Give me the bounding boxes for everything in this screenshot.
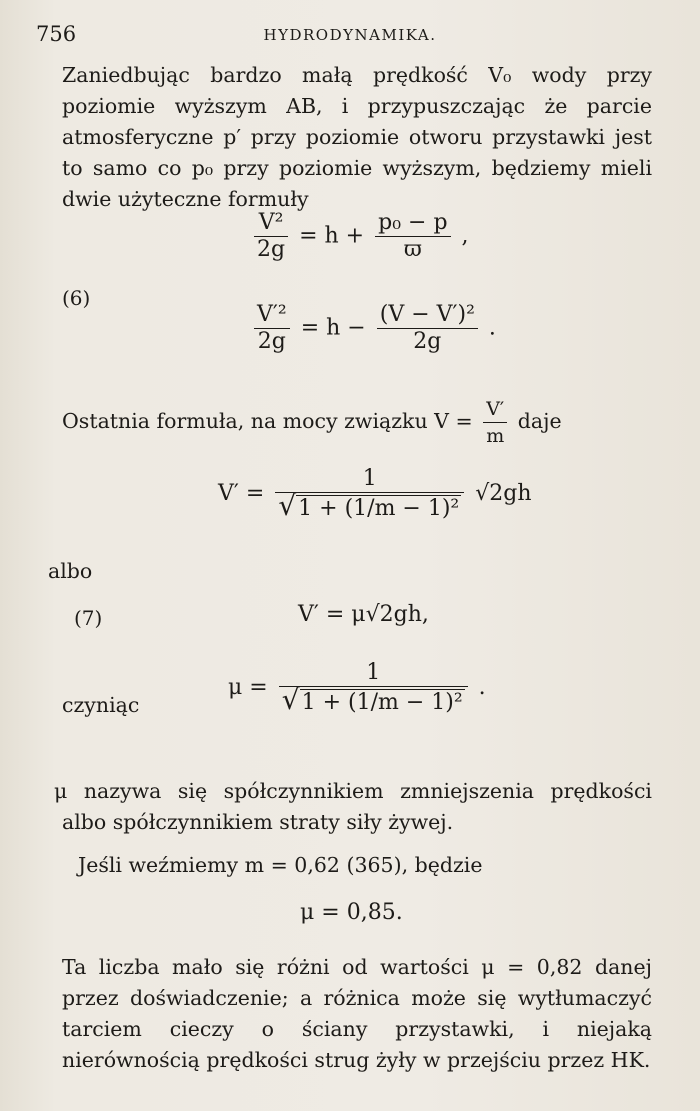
paragraph-5: Ta liczba mało się różni od wartości μ = 0,82 danej przez doświadczenie; a różnica może się wytłumaczyć tarciem cieczy o ściany przystawki, i niejaką nierównością prędkości strug żyły w przejściu przez HK. — [62, 955, 652, 1072]
text-czyniac: czyniąc — [62, 693, 140, 717]
paragraph-3: μ nazywa się spółczynnikiem zmniejszenia prędkości albo spółczynnikiem straty siły żywej. — [54, 779, 652, 834]
equation-mu: μ = $\frac{1}{\text{√1 + (1/m − 1)²}}$ . — [228, 660, 486, 716]
running-title: HYDRODYNAMIKA. — [263, 26, 437, 44]
equation-label-6: (6) — [62, 286, 91, 310]
eq1-rhs-fraction: $\frac{\text{p₀ − p}}{ϖ}$ — [375, 210, 450, 263]
paragraph-4: Jeśli weźmiemy m = 0,62 (365), będzie — [78, 853, 483, 877]
equation-result: μ = 0,85. — [300, 900, 403, 925]
eq-v-fraction: $\frac{1}{\text{√1 + (1/m − 1)²}}$ — [275, 466, 464, 522]
eq6-lhs-fraction: $\frac{\text{V′²}}{2g}$ — [254, 302, 290, 355]
paragraph-1: Zaniedbując bardzo małą prędkość V₀ wody przy poziomie wyższym AB, i przypuszczając że parcie atmosferyczne p′ przy poziomie otworu przystawki jest to samo co p₀ przy poziomie wyższym, będziemy mieli dwie użyteczne formuły — [62, 63, 652, 211]
eq-mu-fraction: $\frac{1}{\text{√1 + (1/m − 1)²}}$ — [279, 660, 468, 716]
page-number: 756 — [36, 22, 77, 46]
text-albo: albo — [48, 559, 93, 583]
equation-6: $\frac{\text{V′²}}{2g}$ = h − $\frac{\text{(V − V′)²}}{2g}$ . — [250, 302, 496, 355]
equation-v-prime: V′ = $\frac{1}{\text{√1 + (1/m − 1)²}}$ √2gh — [218, 466, 532, 522]
inline-fraction: $\frac{V'}{m}$ — [483, 396, 507, 449]
eq6-rhs-fraction: $\frac{\text{(V − V′)²}}{2g}$ — [377, 302, 478, 355]
paragraph-2: Ostatnia formuła, na mocy związku V = $\frac{V'}{m}$ daje — [62, 398, 562, 447]
equation-1: $\frac{\text{V²}}{2g}$ = h + $\frac{\text{p₀ − p}}{ϖ}$ , — [250, 210, 469, 263]
page-header — [36, 22, 664, 52]
equation-label-7: (7) — [74, 606, 103, 630]
equation-7: V′ = μ√2gh, — [298, 602, 429, 627]
eq1-lhs-fraction: $\frac{\text{V²}}{2g}$ — [254, 210, 288, 263]
